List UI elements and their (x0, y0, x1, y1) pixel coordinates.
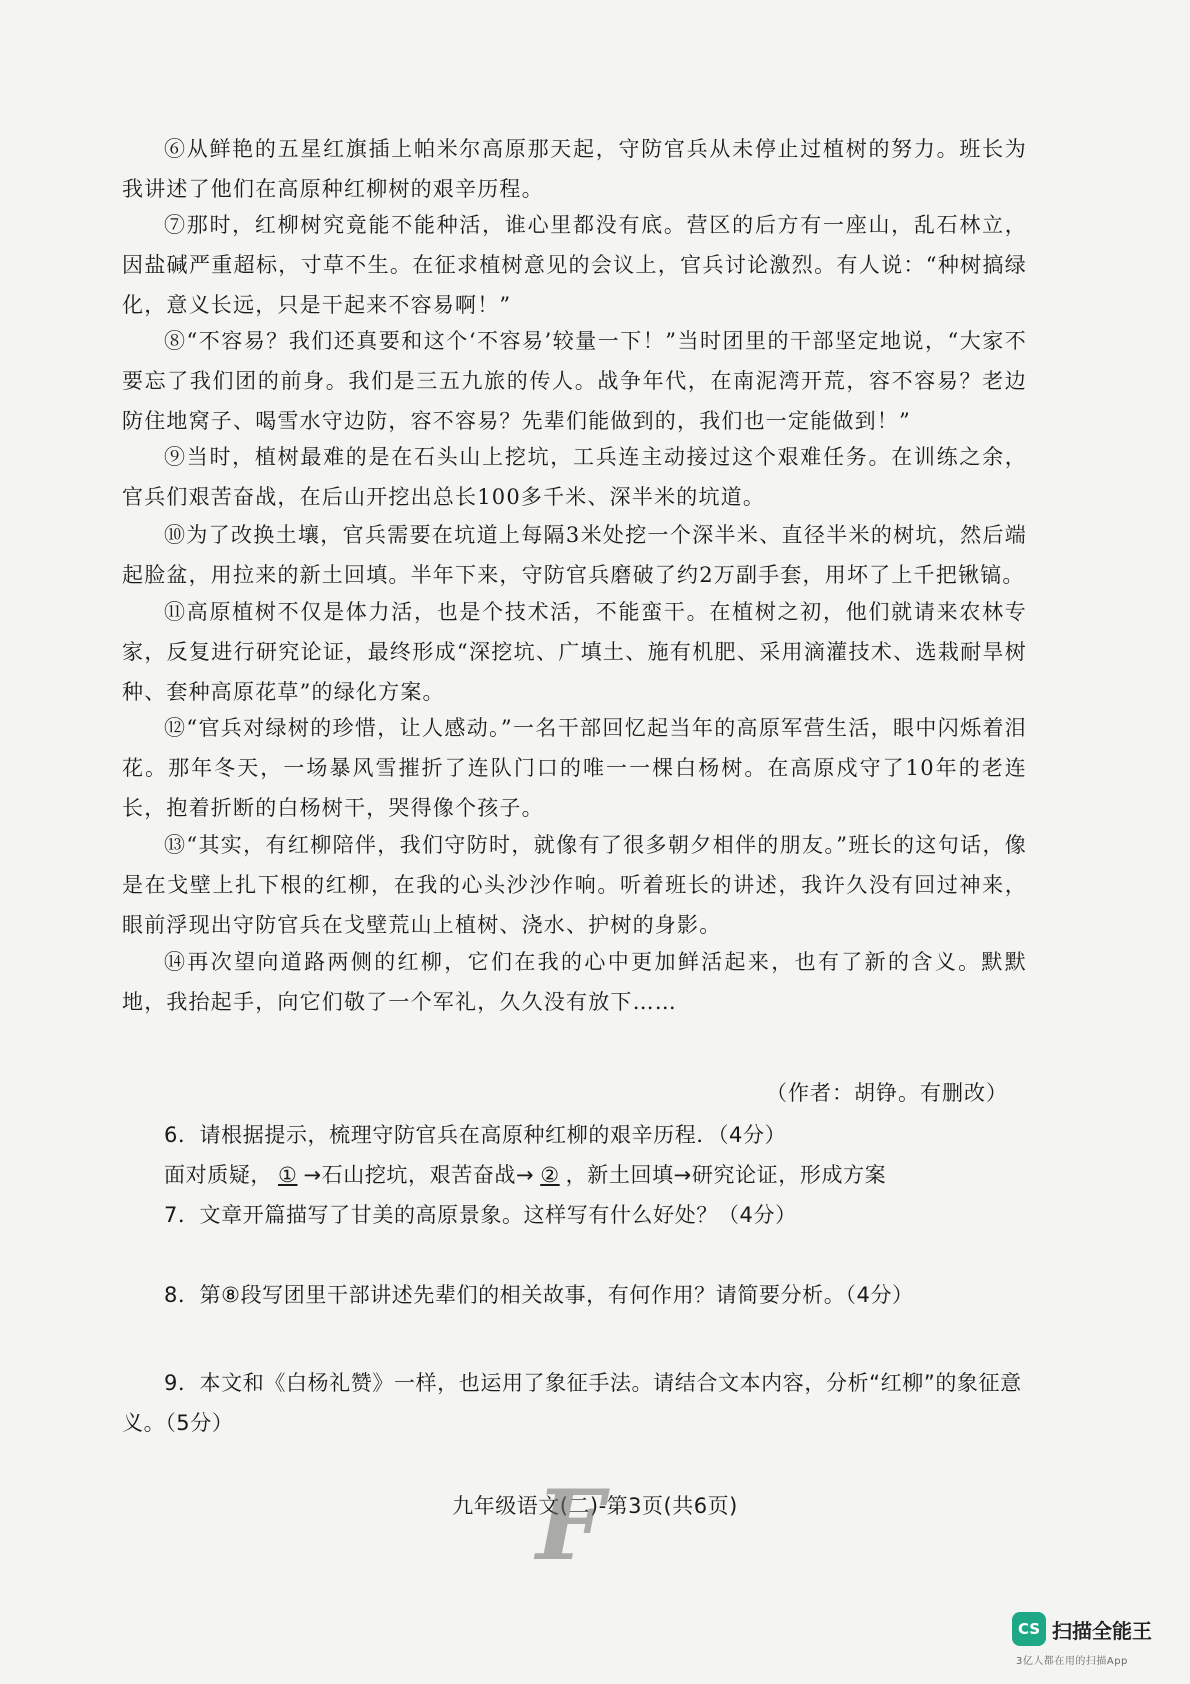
scanner-watermark (1012, 1612, 1172, 1672)
question-6-hint (122, 1155, 1027, 1195)
question-8: 8．第⑧段写团里干部讲述先辈们的相关故事，有何作用？请简要分析。（4分） (164, 1283, 914, 1307)
question-9: 9．本文和《白杨礼赞》一样，也运用了象征手法。请结合文本内容，分析“红柳”的象征意义。（5分） (122, 1371, 1022, 1435)
paragraph-8: ⑧“不容易？我们还真要和这个‘不容易’较量一下！”当时团里的干部坚定地说，“大家不要忘了我们团的前身。我们是三五九旅的传人。战争年代，在南泥湾开荒，容不容易？老边防住地窝子、喝雪水守边防，容不容易？先辈们能做到的，我们也一定能做到！” (122, 329, 1027, 433)
paragraph-11: ⑪高原植树不仅是体力活，也是个技术活，不能蛮干。在植树之初，他们就请来农林专家，反复进行研究论证，最终形成“深挖坑、广填土、施有机肥、采用滴灌技术、选栽耐旱树种、套种高原花草”的绿化方案。 (122, 600, 1027, 704)
question-7: 7．文章开篇描写了甘美的高原景象。这样写有什么好处？（4分） (164, 1203, 797, 1227)
question-6: 6．请根据提示，梳理守防官兵在高原种红柳的艰辛历程．（4分） (164, 1123, 787, 1147)
scanner-app-name: 扫描全能王 (1052, 1619, 1152, 1643)
watermark-letter: F (536, 1469, 605, 1582)
paragraph-6: ⑥从鲜艳的五星红旗插上帕米尔高原那天起，守防官兵从未停止过植树的努力。班长为我讲述了他们在高原种红柳树的艰辛历程。 (122, 137, 1027, 201)
hint-text: 面对质疑， (164, 1163, 272, 1187)
paragraph-7: ⑦那时，红柳树究竟能不能种活，谁心里都没有底。营区的后方有一座山，乱石林立，因盐碱严重超标，寸草不生。在征求植树意见的会议上，官兵讨论激烈。有人说：“种树搞绿化，意义长远，只是干起来不容易啊！” (122, 213, 1027, 317)
author-credit: （作者：胡铮。有删改） (766, 1081, 1008, 1105)
paragraph-9: ⑨当时，植树最难的是在石头山上挖坑，工兵连主动接过这个艰难任务。在训练之余，官兵们艰苦奋战，在后山开挖出总长100多千米、深半米的坑道。 (122, 445, 1027, 509)
paragraph-10: ⑩为了改换土壤，官兵需要在坑道上每隔3米处挖一个深半米、直径半米的树坑，然后端起脸盆，用拉来的新土回填。半年下来，守防官兵磨破了约2万副手套，用坏了上千把锹镐。 (122, 523, 1027, 587)
answer-blank-2: ② (540, 1163, 560, 1187)
hint-text: ，新土回填→研究论证，形成方案 (565, 1163, 887, 1187)
paragraph-13: ⑬“其实，有红柳陪伴，我们守防时，就像有了很多朝夕相伴的朋友。”班长的这句话，像是在戈壁上扎下根的红柳，在我的心头沙沙作响。听着班长的讲述，我许久没有回过神来，眼前浮现出守防官兵在戈壁荒山上植树、浇水、护树的身影。 (122, 833, 1027, 937)
camscanner-logo-icon: CS (1012, 1612, 1046, 1646)
answer-blank-1: ① (278, 1163, 298, 1187)
hint-text: →石山挖坑，艰苦奋战→ (303, 1163, 535, 1187)
paragraph-12: ⑫“官兵对绿树的珍惜，让人感动。”一名干部回忆起当年的高原军营生活，眼中闪烁着泪花。那年冬天，一场暴风雪摧折了连队门口的唯一一棵白杨树。在高原戍守了10年的老连长，抱着折断的白杨树干，哭得像个孩子。 (122, 716, 1027, 820)
page-footer: 九年级语文(二)-第3页(共6页) (452, 1494, 738, 1518)
paragraph-14: ⑭再次望向道路两侧的红柳，它们在我的心中更加鲜活起来，也有了新的含义。默默地，我抬起手，向它们敬了一个军礼，久久没有放下…… (122, 950, 1027, 1014)
scanner-slogan: 3亿人都在用的扫描App (1016, 1656, 1128, 1667)
